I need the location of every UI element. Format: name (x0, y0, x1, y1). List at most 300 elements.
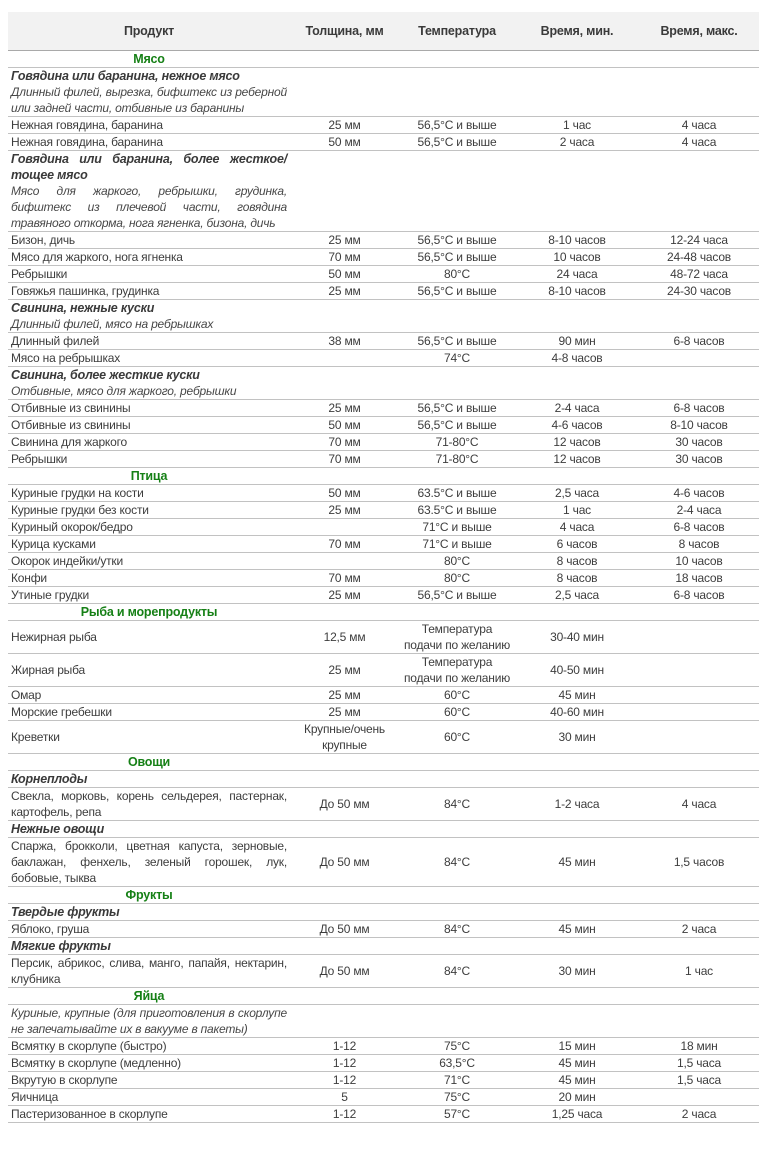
empty-cell (290, 316, 399, 333)
empty-cell (639, 887, 759, 904)
data-row (8, 232, 759, 249)
cell-time-min: 2-4 часа (515, 400, 639, 417)
cell-time-min: 30 мин (515, 721, 639, 754)
empty-cell (515, 367, 639, 384)
data-row (8, 921, 759, 938)
cell-product: Длинный филей (8, 333, 290, 350)
empty-cell (399, 367, 515, 384)
cell-thickness: 70 мм (290, 536, 399, 553)
data-row (8, 283, 759, 300)
empty-cell (639, 316, 759, 333)
subsection-row (8, 367, 759, 384)
cell-thickness: 25 мм (290, 704, 399, 721)
empty-cell (290, 68, 399, 85)
data-row (8, 687, 759, 704)
cell-time-min: 1,25 часа (515, 1106, 639, 1123)
cell-temperature: 56,5°C и выше (399, 283, 515, 300)
empty-cell (515, 887, 639, 904)
cell-time-min: 12 часов (515, 434, 639, 451)
empty-cell (515, 151, 639, 184)
empty-cell (515, 183, 639, 232)
cell-time-min: 1 час (515, 117, 639, 134)
cell-thickness: 25 мм (290, 687, 399, 704)
cell-temperature: 56,5°C и выше (399, 249, 515, 266)
column-header-time-max: Время, макс. (639, 12, 759, 51)
cell-thickness: 38 мм (290, 333, 399, 350)
cell-thickness: 25 мм (290, 117, 399, 134)
column-header-thickness: Толщина, мм (290, 12, 399, 51)
empty-cell (399, 887, 515, 904)
cell-time-min: 4-8 часов (515, 350, 639, 367)
cell-time-max: 12-24 часа (639, 232, 759, 249)
empty-cell (290, 183, 399, 232)
cell-temperature: 56,5°C и выше (399, 417, 515, 434)
cell-time-min: 15 мин (515, 1038, 639, 1055)
cell-product: Окорок индейки/утки (8, 553, 290, 570)
cell-thickness: 25 мм (290, 283, 399, 300)
cell-thickness: 70 мм (290, 570, 399, 587)
cell-time-min: 45 мин (515, 1055, 639, 1072)
empty-cell (399, 51, 515, 68)
cell-time-max: 1,5 часа (639, 1055, 759, 1072)
empty-cell (515, 904, 639, 921)
cell-time-min: 2 часа (515, 134, 639, 151)
table-header (8, 12, 759, 51)
cell-temperature: 57°C (399, 1106, 515, 1123)
cell-time-min: 8-10 часов (515, 232, 639, 249)
cell-time-min: 1 час (515, 502, 639, 519)
data-row (8, 451, 759, 468)
empty-cell (639, 300, 759, 317)
cell-product: Жирная рыба (8, 654, 290, 687)
empty-cell (290, 151, 399, 184)
sous-vide-cooking-table (8, 12, 759, 1123)
cell-time-min: 40-60 мин (515, 704, 639, 721)
empty-cell (639, 68, 759, 85)
empty-cell (639, 904, 759, 921)
section-heading: Мясо (133, 52, 165, 66)
cell-time-max: 4 часа (639, 788, 759, 821)
cell-time-max: 24-48 часов (639, 249, 759, 266)
cell-time-max: 1,5 часа (639, 1072, 759, 1089)
subsection-text: Говядина или баранина, нежное мясо (11, 69, 240, 83)
data-row (8, 1038, 759, 1055)
subsection-row (8, 771, 759, 788)
empty-cell (290, 938, 399, 955)
empty-cell (290, 468, 399, 485)
cell-product: Вкрутую в скорлупе (8, 1072, 290, 1089)
empty-cell (639, 1005, 759, 1038)
subsection-text: Мягкие фрукты (8, 938, 290, 955)
cell-thickness: 1-12 (290, 1038, 399, 1055)
data-row (8, 266, 759, 283)
subsection-row (8, 68, 759, 85)
empty-cell (639, 51, 759, 68)
data-row (8, 553, 759, 570)
cell-product: Отбивные из свинины (8, 400, 290, 417)
cell-temperature: 56,5°C и выше (399, 232, 515, 249)
section-row (8, 51, 759, 68)
subsection-row (8, 938, 759, 955)
subsection-row (8, 151, 759, 184)
data-row (8, 1055, 759, 1072)
section-row (8, 468, 759, 485)
description-row (8, 1005, 759, 1038)
cell-thickness: 50 мм (290, 266, 399, 283)
empty-cell (399, 468, 515, 485)
cell-time-max (639, 1089, 759, 1106)
cell-thickness: 12,5 мм (290, 621, 399, 654)
data-row (8, 502, 759, 519)
cell-time-max: 48-72 часа (639, 266, 759, 283)
cell-time-max (639, 654, 759, 687)
header-row (8, 12, 759, 51)
description-row (8, 84, 759, 117)
description-text: Мясо для жаркого, ребрышки, грудинка, бифштекс из плечевой части, говядина травяного откорма, нога ягненка, бизона, дичь (8, 183, 290, 232)
data-row (8, 838, 759, 887)
section-cell (8, 887, 290, 904)
empty-cell (515, 84, 639, 117)
data-row (8, 249, 759, 266)
empty-cell (290, 84, 399, 117)
empty-cell (515, 771, 639, 788)
cell-temperature: 63,5°C (399, 1055, 515, 1072)
cell-time-max (639, 350, 759, 367)
cell-time-max: 4 часа (639, 134, 759, 151)
cell-time-max: 18 часов (639, 570, 759, 587)
cell-temperature: 75°C (399, 1089, 515, 1106)
empty-cell (639, 383, 759, 400)
cell-time-max: 6-8 часов (639, 400, 759, 417)
empty-cell (515, 938, 639, 955)
empty-cell (290, 300, 399, 317)
cell-product: Пастеризованное в скорлупе (8, 1106, 290, 1123)
empty-cell (515, 468, 639, 485)
cell-temperature: 80°C (399, 570, 515, 587)
section-cell (8, 604, 290, 621)
subsection-text: Твердые фрукты (8, 904, 290, 921)
empty-cell (639, 183, 759, 232)
cell-time-min: 45 мин (515, 838, 639, 887)
data-row (8, 350, 759, 367)
subsection-text: Свинина, более жесткие куски (11, 368, 200, 382)
cell-thickness: До 50 мм (290, 955, 399, 988)
cell-temperature: 71-80°C (399, 434, 515, 451)
empty-cell (515, 300, 639, 317)
cell-temperature: 56,5°C и выше (399, 117, 515, 134)
empty-cell (515, 988, 639, 1005)
cell-temperature: 71°C (399, 1072, 515, 1089)
data-row (8, 704, 759, 721)
empty-cell (639, 938, 759, 955)
cell-product: Бизон, дичь (8, 232, 290, 249)
cell-product: Свекла, морковь, корень сельдерея, пастернак, картофель, репа (8, 788, 290, 821)
data-row (8, 134, 759, 151)
cell-temperature: 56,5°C и выше (399, 400, 515, 417)
cell-time-max (639, 721, 759, 754)
section-heading: Птица (130, 469, 168, 483)
cell-product: Всмятку в скорлупе (быстро) (8, 1038, 290, 1055)
cell-time-min: 4 часа (515, 519, 639, 536)
cell-temperature: 71°C и выше (399, 519, 515, 536)
empty-cell (290, 771, 399, 788)
section-cell (8, 468, 290, 485)
empty-cell (399, 316, 515, 333)
empty-cell (399, 754, 515, 771)
cell-time-max: 10 часов (639, 553, 759, 570)
cell-temperature: 75°C (399, 1038, 515, 1055)
data-row (8, 721, 759, 754)
cell-time-min: 24 часа (515, 266, 639, 283)
empty-cell (515, 68, 639, 85)
description-text: Отбивные, мясо для жаркого, ребрышки (8, 383, 290, 400)
empty-cell (515, 821, 639, 838)
empty-cell (399, 988, 515, 1005)
column-header-temperature: Температура (399, 12, 515, 51)
data-row (8, 570, 759, 587)
empty-cell (639, 754, 759, 771)
cell-time-max: 6-8 часов (639, 587, 759, 604)
cell-time-min: 45 мин (515, 921, 639, 938)
cell-time-min: 1-2 часа (515, 788, 639, 821)
cell-time-min: 10 часов (515, 249, 639, 266)
cell-time-max: 18 мин (639, 1038, 759, 1055)
cell-time-min: 40-50 мин (515, 654, 639, 687)
cell-time-min: 8 часов (515, 570, 639, 587)
cell-product: Курица кусками (8, 536, 290, 553)
empty-cell (290, 887, 399, 904)
cell-time-min: 6 часов (515, 536, 639, 553)
cell-time-max (639, 621, 759, 654)
empty-cell (639, 367, 759, 384)
cell-product: Ребрышки (8, 266, 290, 283)
cell-product: Яичница (8, 1089, 290, 1106)
cell-time-max: 8 часов (639, 536, 759, 553)
data-row (8, 485, 759, 502)
empty-cell (290, 367, 399, 384)
cell-time-max: 1,5 часов (639, 838, 759, 887)
data-row (8, 536, 759, 553)
cell-temperature: 80°C (399, 553, 515, 570)
empty-cell (399, 300, 515, 317)
empty-cell (639, 151, 759, 184)
section-cell (8, 754, 290, 771)
cell-temperature: 63.5°C и выше (399, 485, 515, 502)
cell-temperature: 84°C (399, 838, 515, 887)
empty-cell (399, 151, 515, 184)
cell-product: Утиные грудки (8, 587, 290, 604)
empty-cell (290, 383, 399, 400)
cell-time-min: 8 часов (515, 553, 639, 570)
table-body (8, 51, 759, 1123)
cell-thickness: 25 мм (290, 502, 399, 519)
cell-time-max: 8-10 часов (639, 417, 759, 434)
cell-time-max: 2 часа (639, 1106, 759, 1123)
empty-cell (515, 1005, 639, 1038)
section-row (8, 604, 759, 621)
cell-product: Отбивные из свинины (8, 417, 290, 434)
cell-product: Свинина для жаркого (8, 434, 290, 451)
cell-time-max: 4 часа (639, 117, 759, 134)
cell-time-max: 6-8 часов (639, 519, 759, 536)
empty-cell (515, 383, 639, 400)
cell-product: Куриные грудки на кости (8, 485, 290, 502)
cell-thickness: 25 мм (290, 587, 399, 604)
data-row (8, 955, 759, 988)
cell-time-max (639, 687, 759, 704)
cell-temperature: 60°C (399, 721, 515, 754)
cell-temperature: 63.5°C и выше (399, 502, 515, 519)
cell-thickness: До 50 мм (290, 838, 399, 887)
cell-time-min: 90 мин (515, 333, 639, 350)
empty-cell (639, 604, 759, 621)
cell-time-max: 2-4 часа (639, 502, 759, 519)
data-row (8, 400, 759, 417)
subsection-text: Говядина или баранина, более жесткое/тощее мясо (11, 152, 287, 182)
data-row (8, 1089, 759, 1106)
cell-temperature: 60°C (399, 687, 515, 704)
cell-thickness: До 50 мм (290, 921, 399, 938)
subsection-text: Свинина, нежные куски (11, 301, 155, 315)
empty-cell (290, 604, 399, 621)
cell-time-min: 2,5 часа (515, 485, 639, 502)
cell-thickness: 25 мм (290, 400, 399, 417)
cell-temperature: 56,5°C и выше (399, 587, 515, 604)
cell-temperature: 56,5°C и выше (399, 333, 515, 350)
empty-cell (290, 988, 399, 1005)
column-header-time-min: Время, мин. (515, 12, 639, 51)
cell-temperature: 84°C (399, 955, 515, 988)
cell-thickness: 50 мм (290, 485, 399, 502)
empty-cell (290, 1005, 399, 1038)
data-row (8, 519, 759, 536)
empty-cell (639, 84, 759, 117)
cell-time-min: 30 мин (515, 955, 639, 988)
section-row (8, 754, 759, 771)
section-cell (8, 51, 290, 68)
cell-thickness: 5 (290, 1089, 399, 1106)
empty-cell (399, 604, 515, 621)
subsection-row (8, 821, 759, 838)
cell-product: Нежирная рыба (8, 621, 290, 654)
cell-thickness: 1-12 (290, 1106, 399, 1123)
empty-cell (639, 821, 759, 838)
cell-time-max: 4-6 часов (639, 485, 759, 502)
section-heading: Фрукты (125, 888, 173, 902)
cell-temperature: 84°C (399, 921, 515, 938)
empty-cell (399, 383, 515, 400)
data-row (8, 417, 759, 434)
empty-cell (290, 821, 399, 838)
cell-temperature: 71-80°C (399, 451, 515, 468)
data-row (8, 1072, 759, 1089)
data-row (8, 333, 759, 350)
cell-thickness: Крупные/очень крупные (290, 721, 399, 754)
cell-product: Куриный окорок/бедро (8, 519, 290, 536)
data-row (8, 434, 759, 451)
cell-temperature: Температура подачи по желанию (399, 621, 515, 654)
cell-thickness: До 50 мм (290, 788, 399, 821)
cell-time-min: 8-10 часов (515, 283, 639, 300)
empty-cell (290, 51, 399, 68)
cell-thickness: 1-12 (290, 1072, 399, 1089)
empty-cell (639, 771, 759, 788)
cell-product: Мясо на ребрышках (8, 350, 290, 367)
empty-cell (399, 68, 515, 85)
empty-cell (515, 316, 639, 333)
cell-thickness (290, 519, 399, 536)
cell-thickness: 50 мм (290, 134, 399, 151)
cell-temperature: 71°C и выше (399, 536, 515, 553)
section-heading: Рыба и морепродукты (80, 605, 218, 619)
cell-product: Куриные грудки без кости (8, 502, 290, 519)
cell-product: Мясо для жаркого, нога ягненка (8, 249, 290, 266)
cell-thickness (290, 553, 399, 570)
empty-cell (399, 183, 515, 232)
cell-thickness: 1-12 (290, 1055, 399, 1072)
cell-product: Спаржа, брокколи, цветная капуста, зерновые, баклажан, фенхель, зеленый горошек, лук, бобовые, тыква (8, 838, 290, 887)
cell-product: Омар (8, 687, 290, 704)
cell-time-min: 45 мин (515, 1072, 639, 1089)
description-text: Длинный филей, вырезка, бифштекс из реберной или задней части, отбивные из баранины (8, 84, 290, 117)
cell-temperature: 56,5°C и выше (399, 134, 515, 151)
empty-cell (399, 904, 515, 921)
cell-thickness: 70 мм (290, 451, 399, 468)
cell-temperature: 60°C (399, 704, 515, 721)
cell-product: Всмятку в скорлупе (медленно) (8, 1055, 290, 1072)
cell-time-min: 20 мин (515, 1089, 639, 1106)
description-text: Куриные, крупные (для приготовления в скорлупе не запечатывайте их в вакууме в пакеты) (8, 1005, 290, 1038)
empty-cell (639, 988, 759, 1005)
empty-cell (515, 754, 639, 771)
cell-temperature: 84°C (399, 788, 515, 821)
cell-thickness (290, 350, 399, 367)
cell-time-max: 2 часа (639, 921, 759, 938)
empty-cell (399, 84, 515, 117)
data-row (8, 117, 759, 134)
data-row (8, 654, 759, 687)
data-row (8, 621, 759, 654)
empty-cell (515, 51, 639, 68)
empty-cell (290, 754, 399, 771)
cell-time-max: 6-8 часов (639, 333, 759, 350)
cell-time-min: 12 часов (515, 451, 639, 468)
description-row (8, 383, 759, 400)
data-row (8, 1106, 759, 1123)
cell-product: Конфи (8, 570, 290, 587)
cell-time-min: 45 мин (515, 687, 639, 704)
section-heading: Овощи (127, 755, 171, 769)
cell-time-min: 30-40 мин (515, 621, 639, 654)
cell-temperature: 74°C (399, 350, 515, 367)
cell-product: Нежная говядина, баранина (8, 134, 290, 151)
empty-cell (290, 904, 399, 921)
column-header-product: Продукт (8, 12, 290, 51)
description-text: Длинный филей, мясо на ребрышках (8, 316, 290, 333)
cell-time-min: 4-6 часов (515, 417, 639, 434)
data-row (8, 788, 759, 821)
cell-product: Персик, абрикос, слива, манго, папайя, нектарин, клубника (8, 955, 290, 988)
empty-cell (399, 938, 515, 955)
empty-cell (399, 821, 515, 838)
description-row (8, 183, 759, 232)
description-row (8, 316, 759, 333)
cell-thickness: 70 мм (290, 434, 399, 451)
cell-thickness: 50 мм (290, 417, 399, 434)
cell-product: Креветки (8, 721, 290, 754)
cell-product: Нежная говядина, баранина (8, 117, 290, 134)
subsection-text: Корнеплоды (8, 771, 290, 788)
